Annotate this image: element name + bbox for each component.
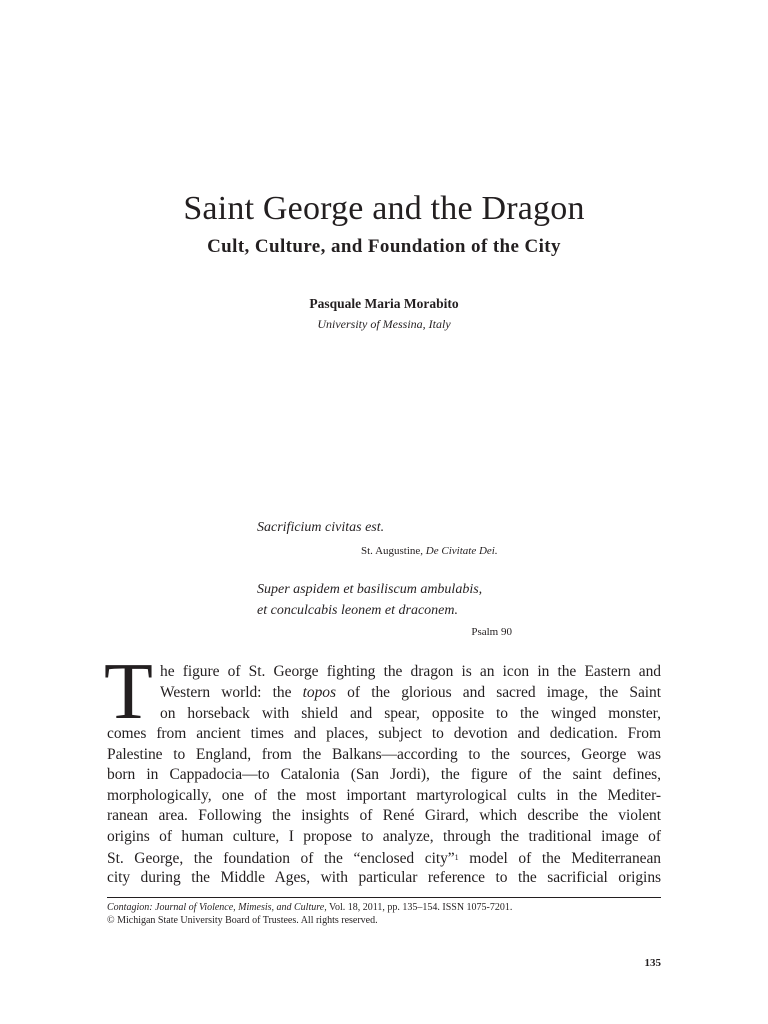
drop-cap: T [104,648,153,736]
footnote-reference[interactable]: 1 [454,853,459,862]
body-text: Western world: the [160,684,303,701]
journal-details: Vol. 18, 2011, pp. 135–154. ISSN 1075-7201. [326,902,513,913]
body-text-topos: topos [302,684,336,701]
body-text: of the glorious and sacred image, the Saint [335,684,661,701]
body-line: he figure of St. George fighting the dragon is an icon in the Eastern and [160,663,661,680]
body-text: St. George, the foundation of the “enclosed city” [107,850,455,867]
epigraph-quote-2-line-2: et conculcabis leonem et draconem. [257,603,458,618]
epigraph-attribution-1 [361,545,498,557]
epigraph-attribution-work: De Civitate Dei. [425,545,498,557]
author-affiliation: University of Messina, Italy [317,317,451,331]
page-number: 135 [644,957,661,969]
body-line: ranean area. Following the insights of René Girard, which describe the violent [107,807,661,824]
body-line: origins of human culture, I propose to analyze, through the traditional image of [107,828,661,845]
body-line [107,848,661,870]
body-line: comes from ancient times and places, subject to devotion and dedication. From [107,725,661,742]
body-line: city during the Middle Ages, with particular reference to the sacrificial origins [107,869,661,886]
body-line: on horseback with shield and spear, opposite to the winged monster, [160,705,661,722]
epigraph-attribution-2: Psalm 90 [471,626,512,638]
journal-name: Contagion: Journal of Violence, Mimesis, and Culture, [107,902,327,913]
author-name: Pasquale Maria Morabito [309,296,459,311]
epigraph-quote-2-line-1: Super aspidem et basiliscum ambulabis, [257,582,483,597]
body-line: born in Cappadocia—to Catalonia (San Jordi), the figure of the saint defines, [107,766,661,783]
article-subtitle: Cult, Culture, and Foundation of the City [207,236,561,257]
body-line [160,683,661,704]
body-line: morphologically, one of the most important martyrological cults in the Mediter- [107,787,661,804]
body-text: model of the Mediterranean [458,850,662,867]
body-line: Palestine to England, from the Balkans—according to the sources, George was [107,746,661,763]
copyright-notice: © Michigan State University Board of Trustees. All rights reserved. [107,915,378,926]
journal-citation [107,902,512,913]
epigraph-attribution-author: St. Augustine, [361,545,426,557]
article-title: Saint George and the Dragon [183,190,585,227]
footnote-divider [107,897,661,898]
epigraph-quote-1: Sacrificium civitas est. [257,520,385,535]
